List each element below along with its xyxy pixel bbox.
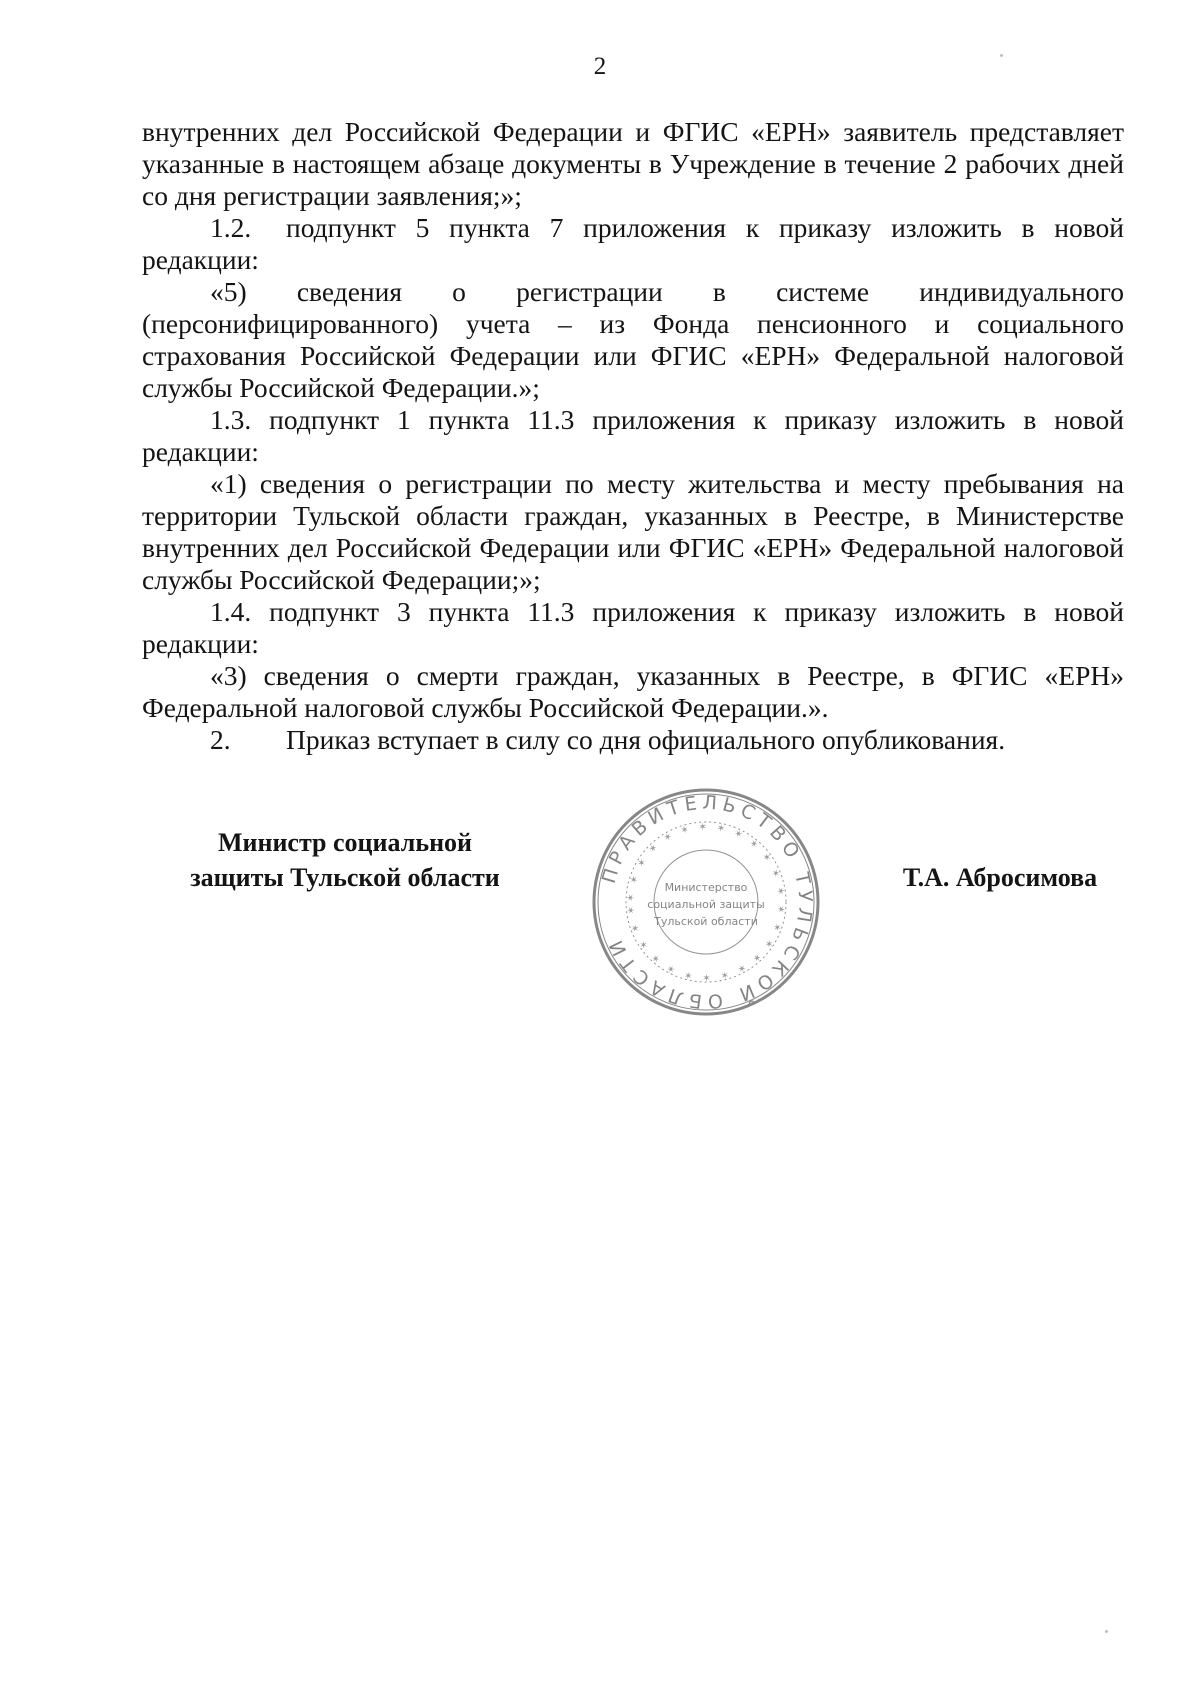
scan-speck [1105,1630,1108,1633]
paragraph-quote-3: «3) сведения о смерти граждан, указанных в Реестре, в ФГИС «ЕРН» Федеральной налоговой службы Российской Федерации.». [142,660,1124,723]
official-seal [591,787,821,1017]
seal-center-line-2: социальной защиты [647,898,765,911]
seal-center-line-3: Тульской области [654,915,758,928]
signatory-position [160,825,530,895]
document-body [142,116,1124,756]
signatory-name: Т.А. Абросимова [902,863,1098,892]
seal-graphic [591,787,821,1017]
item-text: Приказ вступает в силу со дня официального опубликования. [286,724,1006,755]
paragraph-quote-5: «5) сведения о регистрации в системе индивидуального (персонифицированного) учета – из Фонда пенсионного и социального страхования Российской Федерации или ФГИС «ЕРН» Федеральной налоговой службы Российской Федерации.»; [142,276,1124,403]
paragraph-item-1-2 [142,212,1124,276]
paragraph-item-1-4: 1.4. подпункт 3 пункта 11.3 приложения к приказу изложить в новой редакции: [142,596,1124,659]
page-number: 2 [593,53,607,80]
paragraph-quote-1: «1) сведения о регистрации по месту жительства и месту пребывания на территории Тульской области граждан, указанных в Реестре, в Министерстве внутренних дел Российской Федерации или ФГИС «ЕРН» Федеральной налоговой службы Российской Федерации;»; [142,468,1124,595]
signatory-position-line-2: защиты Тульской области [190,863,500,892]
seal-outer-text: ПРАВИТЕЛЬСТВО ТУЛЬСКОЙ ОБЛАСТИ [597,791,817,1013]
item-number: 2. [210,724,231,755]
signatory-position-line-1: Министр социальной [217,828,473,857]
item-number: 1.2. [210,212,252,243]
scan-speck [1000,54,1003,57]
item-text: подпункт 5 пункта 7 приложения к приказу изложить в новой редакции: [142,212,1124,275]
paragraph-item-2 [142,724,1124,756]
seal-inner-ornament: ✶ ✶ ✶ ✶ ✶ ✶ ✶ ✶ ✶ ✶ ✶ ✶ ✶ ✶ ✶ ✶ ✶ ✶ ✶ ✶ ✶ ✶ ✶ ✶ ✶ ✶ [625,821,787,983]
paragraph-item-1-3: 1.3. подпункт 1 пункта 11.3 приложения к приказу изложить в новой редакции: [142,404,1124,467]
seal-center-line-1: Министерство [664,881,748,894]
paragraph-continuation: внутренних дел Российской Федерации и ФГИС «ЕРН» заявитель представляет указанные в настоящем абзаце документы в Учреждение в течение 2 рабочих дней со дня регистрации заявления;»; [142,116,1124,211]
